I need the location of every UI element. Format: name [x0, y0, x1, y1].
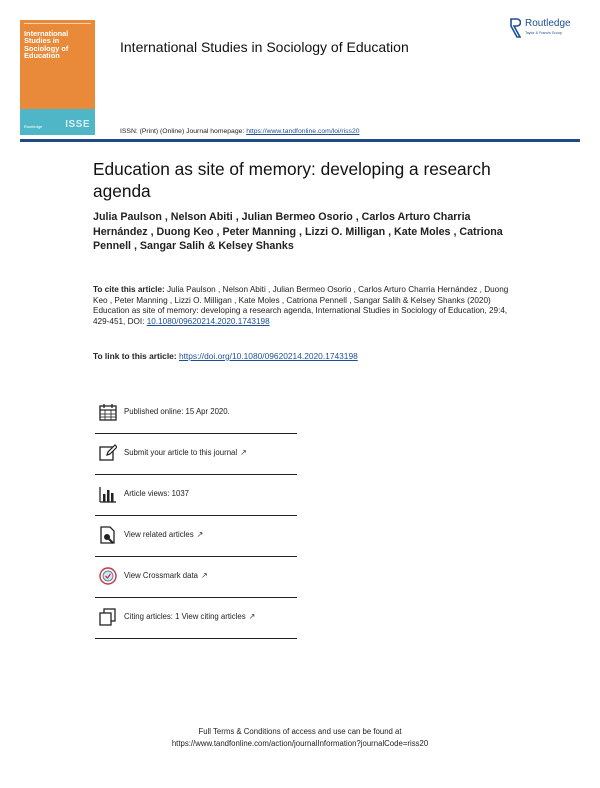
- external-link-icon: ↗: [240, 448, 247, 457]
- article-authors: Julia Paulson , Nelson Abiti , Julian Bermeo Osorio , Carlos Arturo Charria Hernández , Duong Keo , Peter Manning , Lizzi O. Milligan , Kate Moles , Catriona Pennell , Sangar Salih & Kelsey Shanks: [93, 211, 503, 252]
- copy-icon: [99, 608, 117, 626]
- citation-label: To cite this article:: [93, 285, 168, 294]
- routledge-name: Routledge: [525, 18, 571, 29]
- routledge-logo: [510, 18, 590, 40]
- article-title: Education as site of memory: developing a research agenda: [93, 159, 491, 201]
- crossmark-icon: [99, 567, 117, 585]
- edit-icon: [99, 444, 117, 462]
- submit-article-label: Submit your article to this journal: [124, 448, 238, 457]
- footer-terms-text: Full Terms & Conditions of access and use can be found at: [198, 727, 402, 736]
- footer: [0, 726, 600, 750]
- calendar-icon: [99, 403, 117, 421]
- crossmark-text: [124, 571, 208, 580]
- submit-article-text: [124, 448, 247, 457]
- row-divider: [95, 638, 297, 639]
- cover-title: International Studies in Sociology of Education: [24, 29, 69, 61]
- routledge-r-icon: [510, 18, 521, 38]
- routledge-tagline: Taylor & Francis Group: [525, 31, 562, 35]
- bar-chart-icon: [99, 485, 117, 503]
- cover-header-line: [24, 23, 91, 27]
- article-doi-link[interactable]: https://doi.org/10.1080/09620214.2020.1743198: [178, 351, 358, 361]
- cover-abbreviation: ISSE: [65, 119, 90, 130]
- published-online-label: Published online: 15 Apr 2020.: [124, 407, 230, 416]
- article-link-line: [93, 351, 358, 361]
- crossmark-row[interactable]: [95, 557, 297, 597]
- journal-homepage-link[interactable]: https://www.tandfonline.com/loi/riss20: [246, 128, 360, 135]
- header-divider: [20, 139, 580, 142]
- journal-cover: [20, 20, 95, 135]
- link-label: To link to this article:: [93, 351, 179, 361]
- article-views-label: Article views: 1037: [124, 489, 190, 498]
- citation-doi-link[interactable]: 10.1080/09620214.2020.1743198: [146, 316, 270, 326]
- article-views-row: [95, 475, 297, 515]
- external-link-icon: ↗: [200, 571, 208, 580]
- citing-articles-row[interactable]: [95, 598, 297, 638]
- related-articles-text: [124, 530, 203, 539]
- crossmark-label: View Crossmark data: [124, 571, 198, 580]
- citation-block: [93, 285, 513, 327]
- issn-prefix: ISSN: (Print) (Online) Journal homepage:: [120, 128, 247, 135]
- published-online-row: [95, 393, 297, 433]
- issn-line: [120, 128, 360, 135]
- external-link-icon: ↗: [248, 612, 256, 621]
- external-link-icon: ↗: [196, 530, 204, 539]
- citation-text: Julia Paulson , Nelson Abiti , Julian Bermeo Osorio , Carlos Arturo Charria Hernández , Duong Keo , Peter Manning , Lizzi O. Milligan , Kate Moles , Catriona Pennell , Sangar Salih & Kelsey Shanks (2020) Education as site of memory: developing a research agenda, International Studies in Sociology of Education, 29:4, 429-451, DOI:: [93, 285, 509, 326]
- citing-articles-label: Citing articles: 1 View citing articles: [124, 612, 246, 621]
- footer-terms-link[interactable]: https://www.tandfonline.com/action/journalInformation?journalCode=riss20: [171, 739, 429, 748]
- related-articles-row[interactable]: [95, 516, 297, 556]
- citing-articles-text: [124, 612, 255, 621]
- related-articles-label: View related articles: [124, 530, 194, 539]
- document-search-icon: [99, 526, 117, 544]
- cover-publisher: Routledge: [24, 124, 43, 129]
- journal-title: International Studies in Sociology of Education: [120, 39, 409, 55]
- submit-article-row[interactable]: [95, 434, 297, 474]
